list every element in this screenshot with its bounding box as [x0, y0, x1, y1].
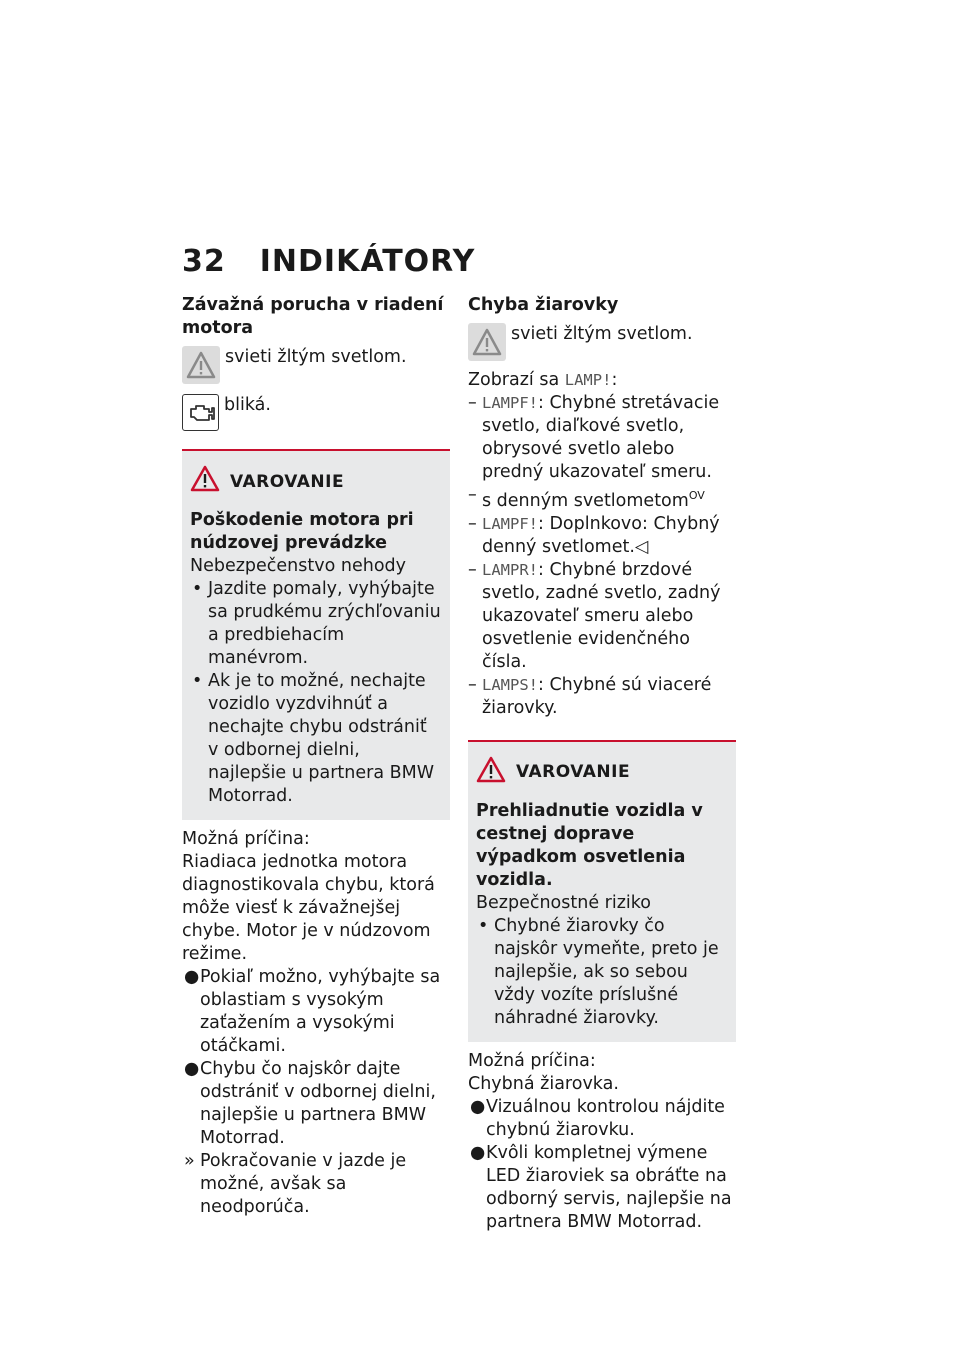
- cause-text: Chybná žiarovka.: [468, 1073, 619, 1094]
- list-item: • Jazdite pomaly, vyhýbajte sa prudkému zrýchľovaniu a predbiehacím manévrom.: [192, 579, 441, 668]
- indicator-row-yellow: [468, 323, 736, 361]
- warning-label: VAROVANIE: [516, 762, 631, 783]
- indicator-row-yellow: [182, 346, 450, 384]
- warning-triangle-icon: [182, 346, 220, 384]
- list-item: – LAMPS!: Chybné sú viaceré žiarovky.: [468, 674, 712, 718]
- action-list: [182, 966, 450, 1219]
- warning-triangle-icon: [468, 323, 506, 361]
- list-item: • Chybné žiarovky čo najskôr vymeňte, preto je najlepšie, ak so sebou vždy vozíte príslušné náhradné žiarovky.: [478, 915, 719, 1028]
- engine-icon: [182, 394, 219, 431]
- list-item: ● Kvôli kompletnej výmene LED žiaroviek sa obráťte na odborný servis, najlepšie na partnera BMW Motorrad.: [470, 1142, 732, 1232]
- display-code: LAMP!: [564, 371, 612, 389]
- result-item: » Pokračovanie v jazde je možné, avšak sa neodporúča.: [184, 1151, 407, 1217]
- page-title: [182, 244, 475, 279]
- page-number: 32: [182, 244, 226, 279]
- right-column: [468, 294, 736, 1234]
- warning-triangle-icon: [476, 756, 506, 790]
- warning-header: [190, 465, 442, 499]
- display-line: Zobrazí sa LAMP!:: [468, 370, 618, 390]
- list-item: ● Pokiaľ možno, vyhýbajte sa oblastiam s vysokým zaťažením a vysokými otáčkami.: [184, 967, 441, 1056]
- list-item: ● Vizuálnou kontrolou nájdite chybnú žiarovku.: [470, 1096, 725, 1140]
- list-item: – LAMPF!: Doplnkovo: Chybný denný svetlomet.◁: [468, 513, 720, 557]
- warning-subtitle: Bezpečnostné riziko: [476, 892, 651, 913]
- warning-subtitle: Nebezpečenstvo nehody: [190, 556, 406, 576]
- list-item: – LAMPF!: Chybné stretávacie svetlo, diaľkové svetlo, obrysové svetlo alebo predný ukazovateľ smeru.: [468, 393, 720, 482]
- left-column: [182, 294, 450, 1219]
- warning-title: Prehliadnutie vozidla v cestnej doprave výpadkom osvetlenia vozidla.: [476, 800, 703, 890]
- warning-box: [182, 449, 450, 820]
- warning-header: [476, 756, 728, 790]
- section-heading-bulb-fault: Chyba žiarovky: [468, 295, 619, 315]
- cause-label: Možná príčina:: [182, 829, 310, 849]
- list-item: – LAMPR!: Chybné brzdové svetlo, zadné svetlo, zadný ukazovateľ smeru alebo osvetlenie evidenčného čísla.: [468, 559, 721, 672]
- warning-title: Poškodenie motora pri núdzovej prevádzke: [190, 510, 414, 553]
- cause-label: Možná príčina:: [468, 1050, 596, 1071]
- list-item: – s denným svetlometom$^{OV}$: [468, 485, 705, 511]
- list-item: ● Chybu čo najskôr dajte odstrániť v odbornej dielni, najlepšie u partnera BMW Motorrad.: [184, 1059, 436, 1148]
- list-item: • Ak je to možné, nechajte vozidlo vyzdvihnúť a nechajte chybu odstrániť v odbornej dielni, najlepšie u partnera BMW Motorrad.: [192, 671, 435, 806]
- warning-bullet-list: [476, 915, 728, 1030]
- cause-text: Riadiaca jednotka motora diagnostikovala chybu, ktorá môže viesť k závažnejšej chybe. Motor je v núdzovom režime.: [182, 852, 435, 964]
- indicator-row-engine: [182, 394, 450, 431]
- chapter-title: INDIKÁTORY: [259, 244, 476, 279]
- display-code-list: [468, 392, 736, 720]
- warning-triangle-icon: [190, 465, 220, 499]
- warning-box: [468, 740, 736, 1042]
- action-list: [468, 1096, 736, 1234]
- warning-label: VAROVANIE: [230, 471, 345, 492]
- indicator-state-text: svieti žltým svetlom.: [225, 347, 407, 367]
- section-heading-engine-fault: Závažná porucha v riadení motora: [182, 295, 444, 338]
- indicator-state-text: bliká.: [224, 395, 271, 415]
- indicator-state-text: svieti žltým svetlom.: [511, 324, 693, 344]
- warning-bullet-list: [190, 578, 442, 808]
